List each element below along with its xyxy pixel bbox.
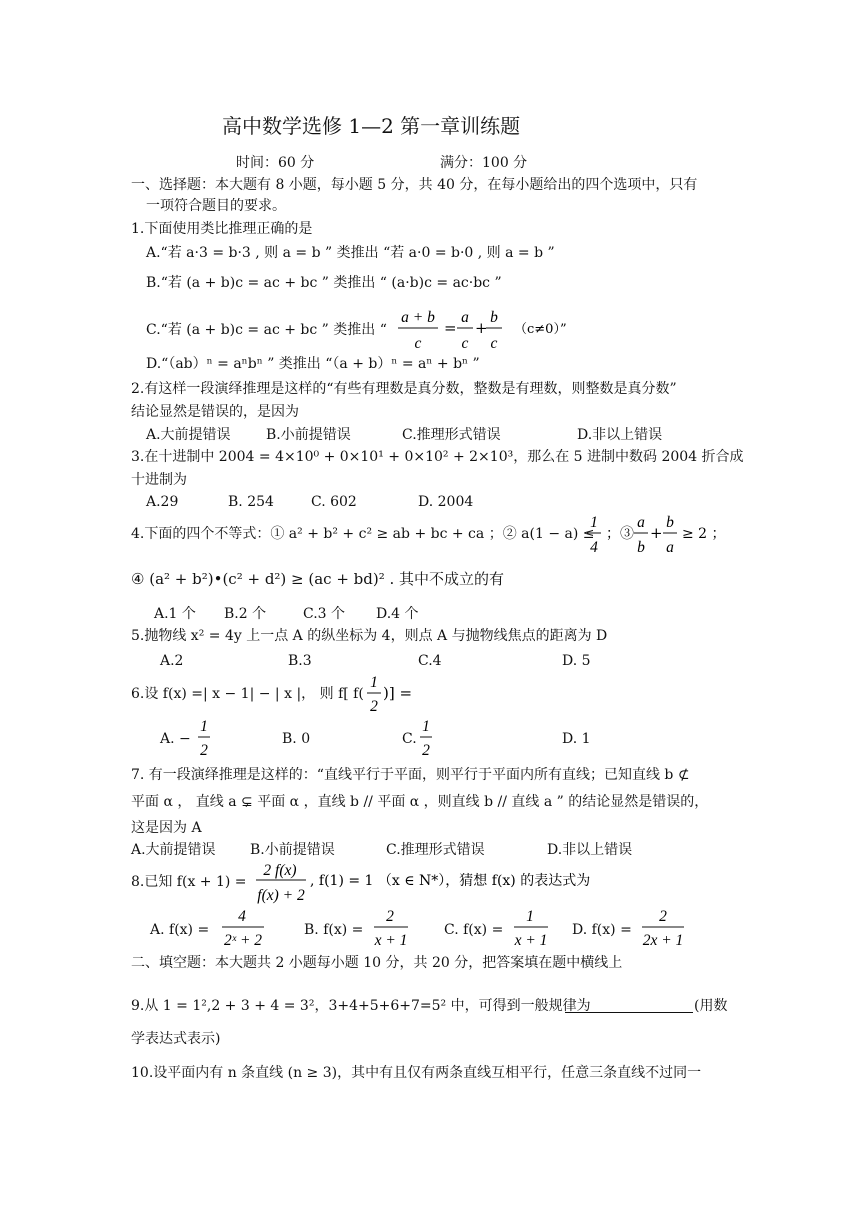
q1-option-c: C.“若 (a + b)c = ac + bc ” 类推出 “ [146,322,387,338]
q4-stem: 4.下面的四个不等式：① a² + b² + c² ≥ ab + bc + ca ；② a(1 − a) ≤ [131,526,595,542]
q2-stem-cont: 结论显然是错误的，是因为 [131,404,299,420]
q8-c-den: x + 1 [514,932,548,949]
q6-post: )] = [383,684,413,702]
q7-option-b: B.小前提错误 [250,842,335,858]
q4-plus: + [650,524,663,542]
q8-frac-den: f(x) + 2 [257,887,305,904]
q8-option-b: B. f(x) = [304,922,364,938]
q6-c-num: 1 [422,718,430,735]
q8-option-a-fraction [220,904,268,952]
q1-c-frac2-num: a [461,309,469,326]
q9-stem: 9.从 1 = 1²,2 + 3 + 4 = 3²，3+4+5+6+7=5² 中，可得到一般规律为 [131,998,591,1014]
q1-option-d: D.“（ab）ⁿ = aⁿbⁿ ” 类推出 “（a + b）ⁿ = aⁿ + bⁿ ” [146,356,480,372]
q8-b-num: 2 [386,908,394,925]
q6-a-den: 2 [200,742,208,759]
q1-c-plus: + [475,319,488,337]
q4-frac1-den: 4 [590,539,598,556]
q4-frac3-num: b [666,514,674,531]
q4-post: ≥ 2 ； [682,526,726,542]
q7-option-d: D.非以上错误 [547,842,633,858]
section1-heading-cont: 一项符合题目的要求。 [146,198,286,214]
q7-stem-cont: 平面 α ， 直线 a ⊊ 平面 α ，直线 b // 平面 α ，则直线 b // 直线 a ” 的结论显然是错误的， [131,794,709,810]
q8-stem: 8.已知 f(x + 1) = [131,874,247,890]
q5-option-c: C.4 [418,653,442,669]
q8-a-den: 2ˣ + 2 [223,932,263,949]
q4-stem-line2: ④ (a² + b²)•(c² + d²) ≥ (ac + bd)² . 其中不成立的有 [131,570,505,588]
q1-option-a: A.“若 a·3 = b·3 , 则 a = b ” 类推出 “若 a·0 = b·0 , 则 a = b ” [146,245,555,261]
q6-option-b: B. 0 [282,731,311,747]
q6-stem: 6.设 f(x) =| x − 1| − | x |， 则 f[ f( [131,686,364,702]
q8-d-num: 2 [659,908,667,925]
q10-stem: 10.设平面内有 n 条直线 (n ≥ 3)，其中有且仅有两条直线互相平行，任意三条直线不过同一 [131,1065,702,1081]
q4-stem-fractions [584,508,734,560]
q2-option-a: A.大前提错误 [146,427,231,443]
q8-option-c-fraction [512,904,552,952]
q5-option-b: B.3 [288,653,312,669]
q4-mid: ；③ [606,526,634,542]
q8-post: , f(1) = 1 （x ∈ N*），猜想 f(x) 的表达式为 [310,873,591,889]
q4-frac3-den: a [666,539,674,556]
q8-c-num: 1 [526,908,534,925]
exam-time: 时间：60 分 [236,155,315,171]
q8-b-den: x + 1 [374,932,408,949]
q5-stem: 5.抛物线 x² = 4y 上一点 A 的纵坐标为 4，则点 A 与抛物线焦点的距离为 D [131,628,608,644]
q1-c-frac3-den: c [490,335,498,352]
q5-option-d: D. 5 [562,653,591,669]
q8-option-a: A. f(x) = [150,922,210,938]
q1-c-frac1-num: a + b [401,309,435,326]
q7-option-a: A.大前提错误 [131,842,216,858]
q6-c-den: 2 [422,742,430,759]
q4-frac2-den: b [637,539,645,556]
q4-option-c: C.3 个 [303,606,346,622]
q5-option-a: A.2 [160,653,184,669]
q3-option-c: C. 602 [311,494,357,510]
q8-option-d-fraction [640,904,690,952]
q6-a-num: 1 [200,718,208,735]
q4-frac1-num: 1 [590,514,598,531]
q1-c-post: （c≠0）” [514,322,567,337]
q6-option-a-fraction [196,714,216,762]
page-title: 高中数学选修 1—2 第一章训练题 [222,114,521,138]
q7-option-c: C.推理形式错误 [386,842,485,858]
q6-option-a: A. − [160,731,191,747]
q8-d-den: 2x + 1 [642,932,684,949]
q8-a-num: 4 [238,908,246,925]
q4-frac2-num: a [637,514,645,531]
q9-stem-cont: 学表达式表示) [131,1031,221,1047]
q4-option-b: B.2 个 [224,606,267,622]
q6-option-c-fraction [418,714,438,762]
q1-c-frac3-num: b [490,309,498,326]
q4-option-a: A.1 个 [154,606,196,622]
q8-stem-fraction [254,856,614,906]
q2-stem: 2.有这样一段演绎推理是这样的“有些有理数是真分数，整数是有理数，则整数是真分数” [131,381,677,397]
q3-stem-cont: 十进制为 [131,472,187,488]
section2-heading: 二、填空题：本大题共 2 小题每小题 10 分，共 20 分，把答案填在题中横线上 [131,955,623,971]
q7-stem: 7. 有一段演绎推理是这样的：“直线平行于平面，则平行于平面内所有直线；已知直线 b ⊄ [131,767,690,783]
q1-c-eq: = [444,319,457,337]
q3-option-a: A.29 [146,494,179,510]
exam-full-score: 满分：100 分 [440,155,528,171]
q1-option-c-fractions [392,302,612,356]
q3-stem: 3.在十进制中 2004 = 4×10⁰ + 0×10¹ + 0×10² + 2×10³，那么在 5 进制中数码 2004 折合成 [131,449,744,465]
q8-option-d: D. f(x) = [572,922,632,938]
q9-answer-blank[interactable] [565,1012,693,1013]
q7-stem-cont2: 这是因为 A [131,820,202,836]
q2-option-c: C.推理形式错误 [402,427,501,443]
q9-stem-post: (用数 [694,998,728,1014]
q6-frac-num: 1 [370,674,378,691]
q2-option-b: B.小前提错误 [266,427,351,443]
q1-stem: 1.下面使用类比推理正确的是 [131,221,313,237]
q1-c-frac2-den: c [461,335,469,352]
q6-option-c: C. [402,731,417,747]
section1-heading: 一、选择题：本大题有 8 小题，每小题 5 分，共 40 分，在每小题给出的四个选项中，只有 [131,177,698,193]
q3-option-d: D. 2004 [418,494,474,510]
q6-stem-fraction [364,670,424,718]
q2-option-d: D.非以上错误 [577,427,663,443]
q4-option-d: D.4 个 [376,606,419,622]
q8-frac-num: 2 f(x) [263,862,297,879]
q3-option-b: B. 254 [228,494,274,510]
q6-frac-den: 2 [370,698,378,715]
q6-option-d: D. 1 [562,731,591,747]
q8-option-c: C. f(x) = [444,922,504,938]
q8-option-b-fraction [372,904,412,952]
q1-option-b: B.“若 (a + b)c = ac + bc ” 类推出 “ (a·b)c = ac·bc ” [146,275,502,291]
q1-c-frac1-den: c [414,335,422,352]
